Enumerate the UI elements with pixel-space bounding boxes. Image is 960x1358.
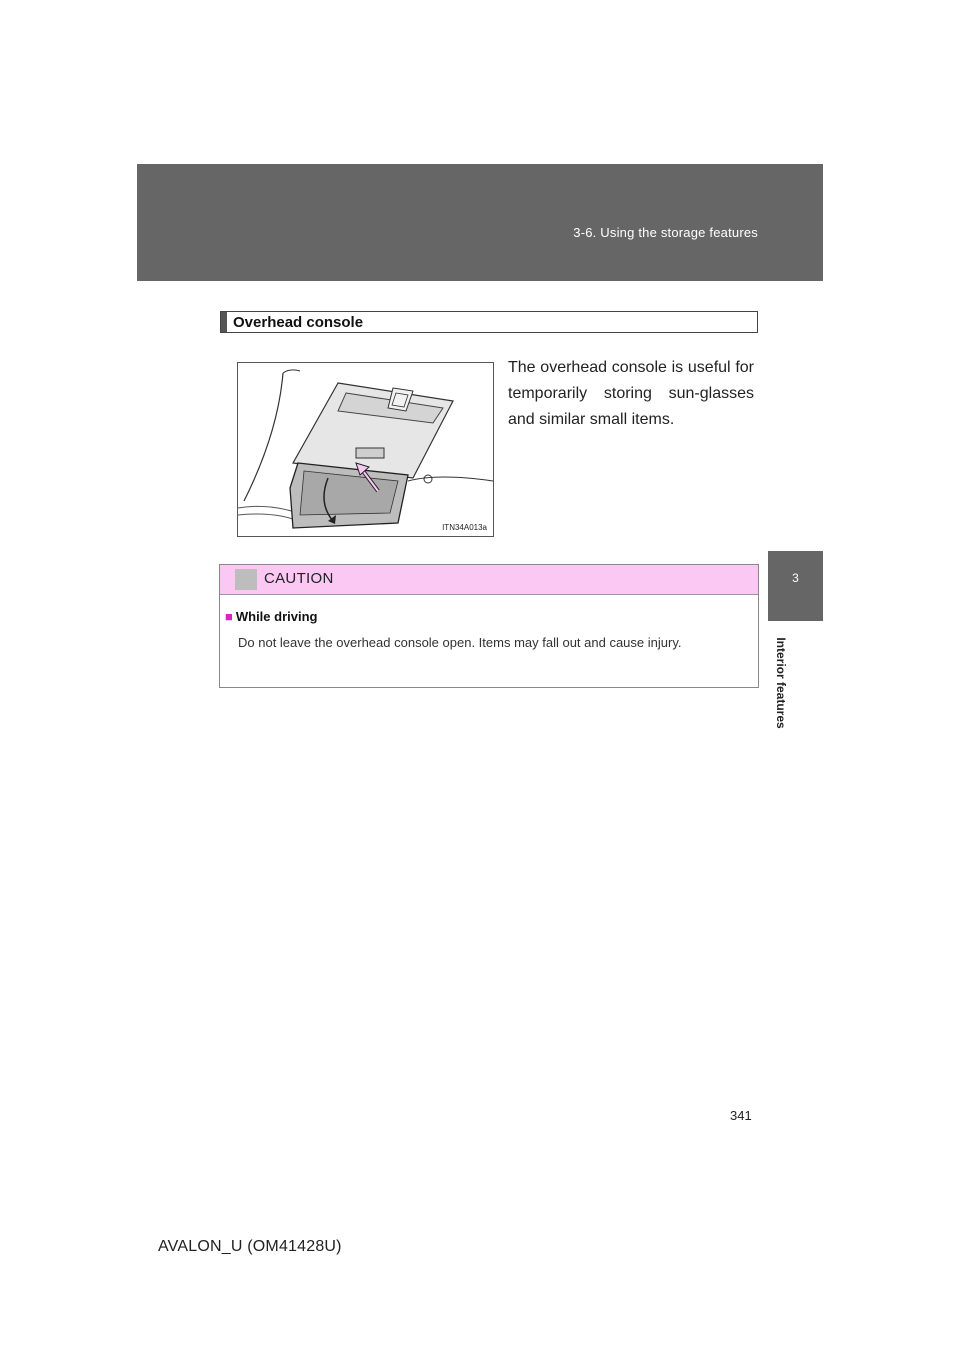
caution-icon bbox=[235, 569, 257, 590]
caution-subheading bbox=[225, 609, 317, 624]
caution-text: Do not leave the overhead console open. Items may fall out and cause injury. bbox=[238, 635, 682, 650]
caution-subheading-text: While driving bbox=[235, 609, 318, 624]
heading-bar bbox=[221, 312, 227, 332]
chapter-label: Interior features bbox=[774, 637, 788, 729]
console-drawing bbox=[238, 363, 493, 536]
figure-code: ITN34A013a bbox=[442, 523, 487, 532]
chapter-tab bbox=[768, 551, 823, 621]
chapter-label-container bbox=[766, 628, 796, 738]
chapter-number: 3 bbox=[792, 571, 799, 585]
section-title: 3-6. Using the storage features bbox=[573, 225, 758, 240]
square-bullet-icon: ■ bbox=[225, 609, 233, 624]
header-band bbox=[137, 164, 823, 281]
document-id: AVALON_U (OM41428U) bbox=[158, 1238, 342, 1255]
caution-box bbox=[219, 564, 759, 688]
overhead-console-illustration bbox=[237, 362, 494, 537]
section-heading bbox=[220, 311, 758, 333]
caution-title: CAUTION bbox=[264, 570, 334, 587]
caution-header bbox=[220, 565, 758, 595]
page-number: 341 bbox=[730, 1108, 752, 1123]
section-body-text: The overhead console is useful for temporarily storing sun-glasses and similar small items. bbox=[508, 359, 754, 428]
heading-text: Overhead console bbox=[233, 314, 364, 331]
